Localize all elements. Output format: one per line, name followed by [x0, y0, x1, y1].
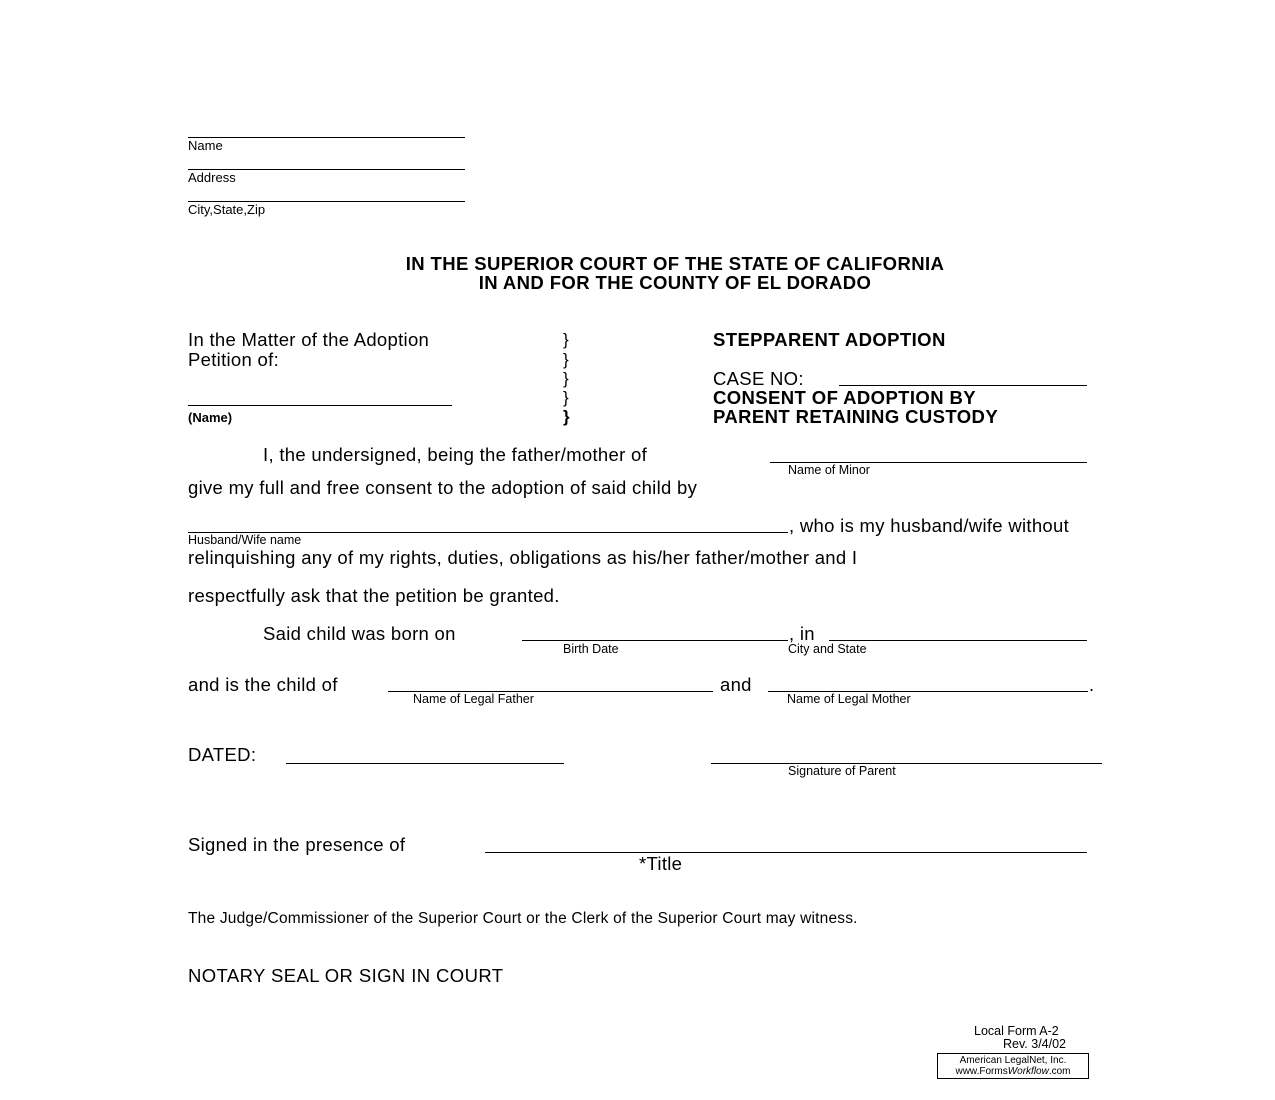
form-type: STEPPARENT ADOPTION [713, 329, 946, 350]
city-state-zip-label: City,State,Zip [188, 202, 266, 217]
name-label: Name [188, 138, 223, 153]
legal-father-label: Name of Legal Father [413, 692, 534, 706]
born-text: Said child was born on [263, 623, 456, 644]
address-label: Address [188, 170, 236, 185]
consent-text-line5: respectfully ask that the petition be granted. [188, 585, 560, 606]
document-title-line1: CONSENT OF ADOPTION BY [713, 387, 977, 408]
spouse-name-label: Husband/Wife name [188, 533, 302, 547]
caption-brace-4: } [563, 388, 569, 407]
minor-name-label: Name of Minor [788, 463, 870, 477]
consent-text-line1: I, the undersigned, being the father/mother of [263, 444, 648, 465]
notary-text: NOTARY SEAL OR SIGN IN COURT [188, 965, 504, 986]
court-heading-line1: IN THE SUPERIOR COURT OF THE STATE OF CALIFORNIA [405, 253, 945, 274]
consent-text-line2: give my full and free consent to the adoption of said child by [188, 477, 698, 498]
witness-title-label: *Title [639, 853, 683, 874]
presence-text: Signed in the presence of [188, 834, 406, 855]
parent-signature-label: Signature of Parent [788, 764, 896, 778]
city-state-line[interactable] [829, 640, 1087, 641]
dated-line[interactable] [286, 763, 564, 764]
witness-line[interactable] [485, 852, 1087, 853]
matter-line1: In the Matter of the Adoption [188, 329, 430, 350]
birth-date-line[interactable] [522, 640, 788, 641]
website-prefix: www.Forms [955, 1066, 1008, 1077]
consent-text-line3: , who is my husband/wife without [789, 515, 1070, 536]
witness-note: The Judge/Commissioner of the Superior Court or the Clerk of the Superior Court may witness. [188, 910, 858, 927]
caption-brace-3: } [563, 369, 569, 388]
form-revision: Rev. 3/4/02 [1003, 1037, 1067, 1051]
legal-mother-label: Name of Legal Mother [787, 692, 911, 706]
petitioner-name-label: (Name) [188, 410, 233, 425]
city-state-label: City and State [788, 642, 867, 656]
and-text: and [720, 674, 752, 695]
caption-brace-1: } [563, 330, 569, 349]
publisher-name: American LegalNet, Inc. [959, 1055, 1067, 1066]
caption-brace-5: } [563, 407, 570, 426]
website-italic: Workflow [1007, 1066, 1049, 1077]
court-heading-line2: IN AND FOR THE COUNTY OF EL DORADO [478, 272, 872, 293]
period-text: . [1089, 674, 1095, 695]
publisher-website[interactable] [941, 1066, 1085, 1077]
case-no-label: CASE NO: [713, 368, 804, 389]
child-of-text: and is the child of [188, 674, 338, 695]
document-title-line2: PARENT RETAINING CUSTODY [713, 406, 999, 427]
parent-signature-line[interactable] [711, 763, 1102, 764]
in-text: , in [789, 623, 815, 644]
dated-label: DATED: [188, 744, 257, 765]
form-number: Local Form A-2 [974, 1024, 1059, 1038]
petitioner-name-line[interactable] [188, 405, 452, 406]
matter-line2: Petition of: [188, 349, 280, 370]
publisher-box [937, 1053, 1089, 1079]
consent-text-line4: relinquishing any of my rights, duties, obligations as his/her father/mother and I [188, 547, 858, 568]
birth-date-label: Birth Date [563, 642, 619, 656]
caption-brace-2: } [563, 350, 569, 369]
case-no-line[interactable] [839, 385, 1087, 386]
website-suffix: .com [1048, 1066, 1071, 1077]
name-line[interactable] [188, 137, 465, 138]
